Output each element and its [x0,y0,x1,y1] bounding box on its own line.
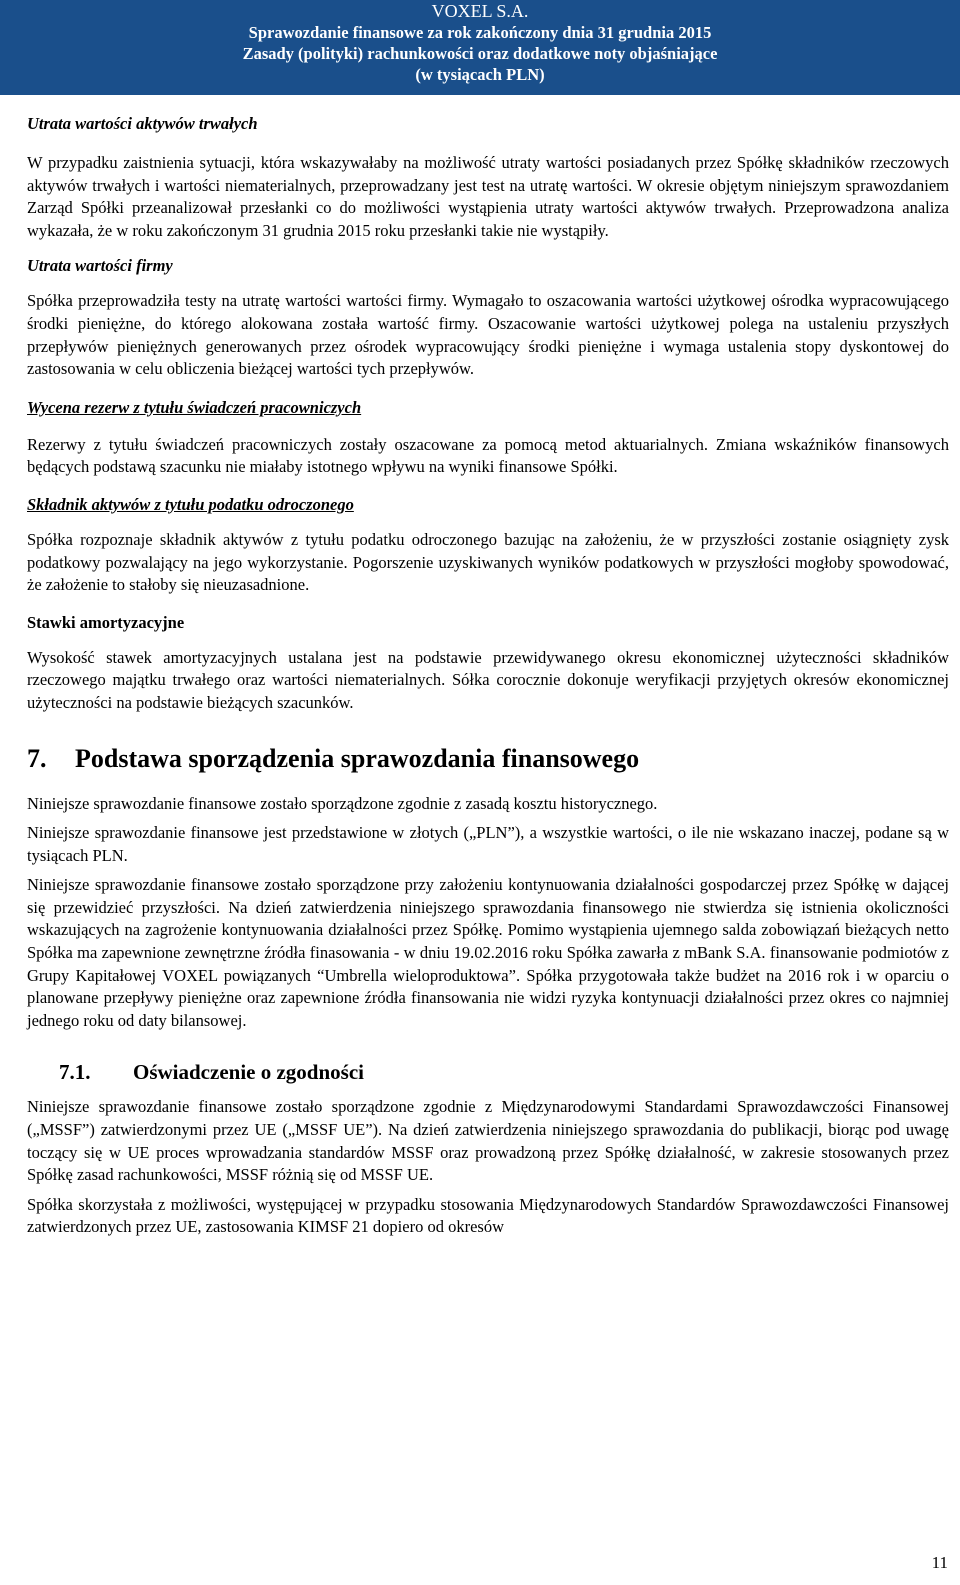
section-heading: Stawki amortyzacyjne [27,612,185,632]
subsection-title: Oświadczenie o zgodności [133,1060,364,1085]
section-employee-provisions [27,397,949,479]
paragraph: Rezerwy z tytułu świadczeń pracowniczych zostały oszacowane za pomocą metod aktuarialnych. Zmiana wskaźników finansowych będących podstawą szacunku nie miałaby istotnego wpływu na wyniki finansowe Spółki. [27,434,949,477]
paragraph: Niniejsze sprawozdanie finansowe jest przedstawione w złotych („PLN”), a wszystkie wartości, o ile nie wskazano inaczej, podane są w tysiącach PLN. [27,823,949,865]
report-title: Sprawozdanie finansowe za rok zakończony dnia 31 grudnia 2015 [248,23,712,42]
currency-note: (w tysiącach PLN) [415,65,545,84]
paragraph: Spółka przeprowadziła testy na utratę wartości wartości firmy. Wymagało to oszacowania wartości użytkowej ośrodka wypracowującego środki pieniężne, do którego alokowana została wartość firmy. Oszacowanie wartości użytkowej polega na ustaleniu przyszłych przepływów pieniężnych generowanych przez ośrodek wypracowujący środki pieniężne i wymaga ustalenia stopy dyskontowej do zastosowania w celu obliczenia bieżącej wartości tych przepływów. [27,291,949,379]
section-heading: Składnik aktywów z tytułu podatku odroczonego [27,494,354,514]
section-7-1 [27,1058,949,1239]
paragraph: Spółka rozpoznaje składnik aktywów z tytułu podatku odroczonego bazując na założeniu, że w przyszłości zostanie osiągnięty zysk podatkowy pozwalający na jego wykorzystanie. Pogorszenie uzyskiwanych wyników podatkowych w przyszłości mogłoby spowodować, że założenie to stałoby się nieuzasadnione. [27,529,949,595]
section-heading: Utrata wartości aktywów trwałych [27,114,258,133]
chapter-heading [27,743,949,775]
subsection-heading [27,1058,949,1086]
section-depreciation-rates [27,612,949,715]
section-heading: Utrata wartości firmy [27,256,173,276]
paragraph: Spółka skorzystała z możliwości, występującej w przypadku stosowania Międzynarodowych Standardów Sprawozdawczości Finansowej zatwierdzonych przez UE, zastosowania KIMSF 21 dopiero od okresów [27,1194,949,1237]
paragraph: Niniejsze sprawozdanie finansowe zostało sporządzone przy założeniu kontynuowania działalności gospodarczej przez Spółkę w dającej się przewidzieć przyszłości. Na dzień zatwierdzenia niniejszego sprawozdania finansowego nie stwierdza się istnienia okoliczności wskazujących na zagrożenie kontynuowania działalności przez Spółkę. Pomimo wystąpienia ujemnego salda zobowiązań bieżących netto Spółka ma zapewnione zewnętrzne źródła finasowania - w dniu 19.02.2016 roku Spółka zawarła z mBank S.A. finansowanie podmiotów z Grupy Kapitałowej VOXEL powiązanych “Umbrella wieloproduktowa”. Spółka przygotowała także budżet na 2016 rok i w oparciu o planowane przepływy pieniężne oraz zapewnione źródła finansowania nie widzi ryzyka kontynuacji działalności przez okres co najmniej jednego roku od daty bilansowej. [27,875,949,1030]
paragraph: Niniejsze sprawozdanie finansowe zostało sporządzone zgodnie z Międzynarodowymi Standardami Sprawozdawczości Finansowej („MSSF”) zatwierdzonymi przez UE („MSSF UE”). Na dzień zatwierdzenia niniejszego sprawozdania do publikacji, biorąc pod uwagę toczący się w UE proces wprowadzania standardów MSSF oraz prowadzoną przez Spółkę działalność, w zakresie stosowanych przez Spółkę zasad rachunkowości, MSSF różnią się od MSSF UE. [27,1097,949,1185]
section-asset-impairment [27,113,949,242]
paragraph: Niniejsze sprawozdanie finansowe zostało sporządzone zgodnie z zasadą kosztu historycznego. [27,793,658,813]
subsection-number: 7.1. [59,1060,91,1085]
paragraph: Wysokość stawek amortyzacyjnych ustalana jest na podstawie przewidywanego okresu ekonomicznej użyteczności składników rzeczowego majątku trwałego oraz wartości niematerialnych. Sółka corocznie dokonuje weryfikacji przyjętych okresów ekonomicznej użyteczności na podstawie bieżących szacunków. [27,647,949,712]
section-7 [27,743,949,1033]
chapter-number: 7. [27,743,47,773]
section-deferred-tax [27,494,949,597]
page-header [0,0,960,95]
section-heading: Wycena rezerw z tytułu świadczeń pracowniczych [27,397,362,417]
paragraph: W przypadku zaistnienia sytuacji, która wskazywałaby na możliwość utraty wartości posiadanych przez Spółkę składników rzeczowych aktywów trwałych i wartości niematerialnych, przeprowadzany jest test na utratę wartości. W okresie objętym niniejszym sprawozdaniem Zarząd Spółki przeanalizował przesłanki co do możliwości wystąpienia utraty wartości aktywów trwałych. Przeprowadzona analiza wykazała, że w roku zakończonym 31 grudnia 2015 roku przesłanki takie nie wystąpiły. [27,153,949,240]
section-goodwill-impairment [27,255,949,380]
company-name: VOXEL S.A. [431,1,529,21]
report-subtitle: Zasady (polityki) rachunkowości oraz dodatkowe noty objaśniające [242,44,718,63]
chapter-title: Podstawa sporządzenia sprawozdania finansowego [75,743,640,773]
page-number: 11 [931,1553,948,1572]
document-body [27,113,949,1239]
